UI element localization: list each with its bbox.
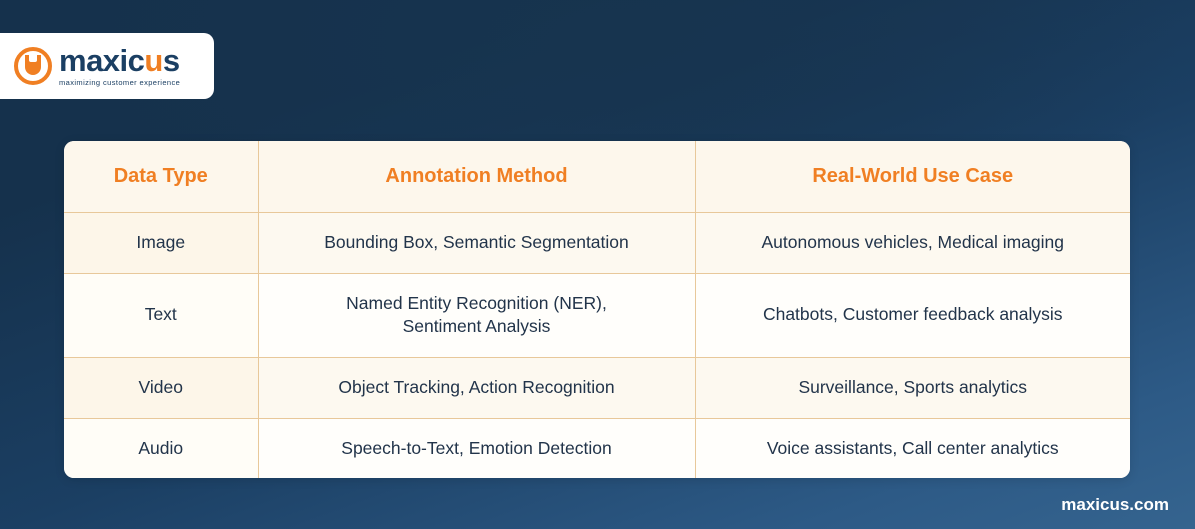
table-header [64,141,1130,213]
brand-name-accent: u [144,43,163,79]
table-row [64,273,1130,357]
data-annotation-table [64,141,1130,478]
cell-annotation-method [258,357,695,418]
cell-use-case: Surveillance, Sports analytics [695,357,1130,418]
cell-line-1: Speech-to-Text, Emotion Detection [341,437,612,458]
cell-line-1: Object Tracking, Action Recognition [338,376,615,397]
brand-logo [0,33,214,99]
maxicus-logo-icon [14,47,52,85]
footer-website-url: maxicus.com [1061,495,1169,514]
brand-tagline: maximizing customer experience [59,78,181,88]
cell-annotation-method [258,213,695,274]
cell-annotation-method [258,273,695,357]
cell-use-case: Chatbots, Customer feedback analysis [695,273,1130,357]
cell-use-case: Autonomous vehicles, Medical imaging [695,213,1130,274]
column-header-data-type: Data Type [64,141,258,213]
cell-line-1: Named Entity Recognition (NER), [346,292,607,313]
table-row [64,357,1130,418]
cell-line-1: Bounding Box, Semantic Segmentation [324,232,629,252]
cell-line-2: Sentiment Analysis [402,316,551,337]
cell-data-type: Text [64,273,258,357]
brand-name-suffix: s [162,43,180,79]
table-row [64,418,1130,478]
brand-text [59,45,180,87]
cell-data-type: Image [64,213,258,274]
column-header-use-case: Real-World Use Case [695,141,1130,213]
cell-data-type: Audio [64,418,258,478]
brand-wordmark [59,43,180,79]
table-row [64,213,1130,274]
cell-annotation-method [258,418,695,478]
comparison-table [64,141,1130,478]
logo-inner-shape [25,55,41,75]
table-body [64,213,1130,479]
brand-name-prefix: maxic [59,43,145,79]
cell-data-type: Video [64,357,258,418]
cell-use-case: Voice assistants, Call center analytics [695,418,1130,478]
column-header-annotation-method: Annotation Method [258,141,695,213]
table-header-row [64,141,1130,213]
